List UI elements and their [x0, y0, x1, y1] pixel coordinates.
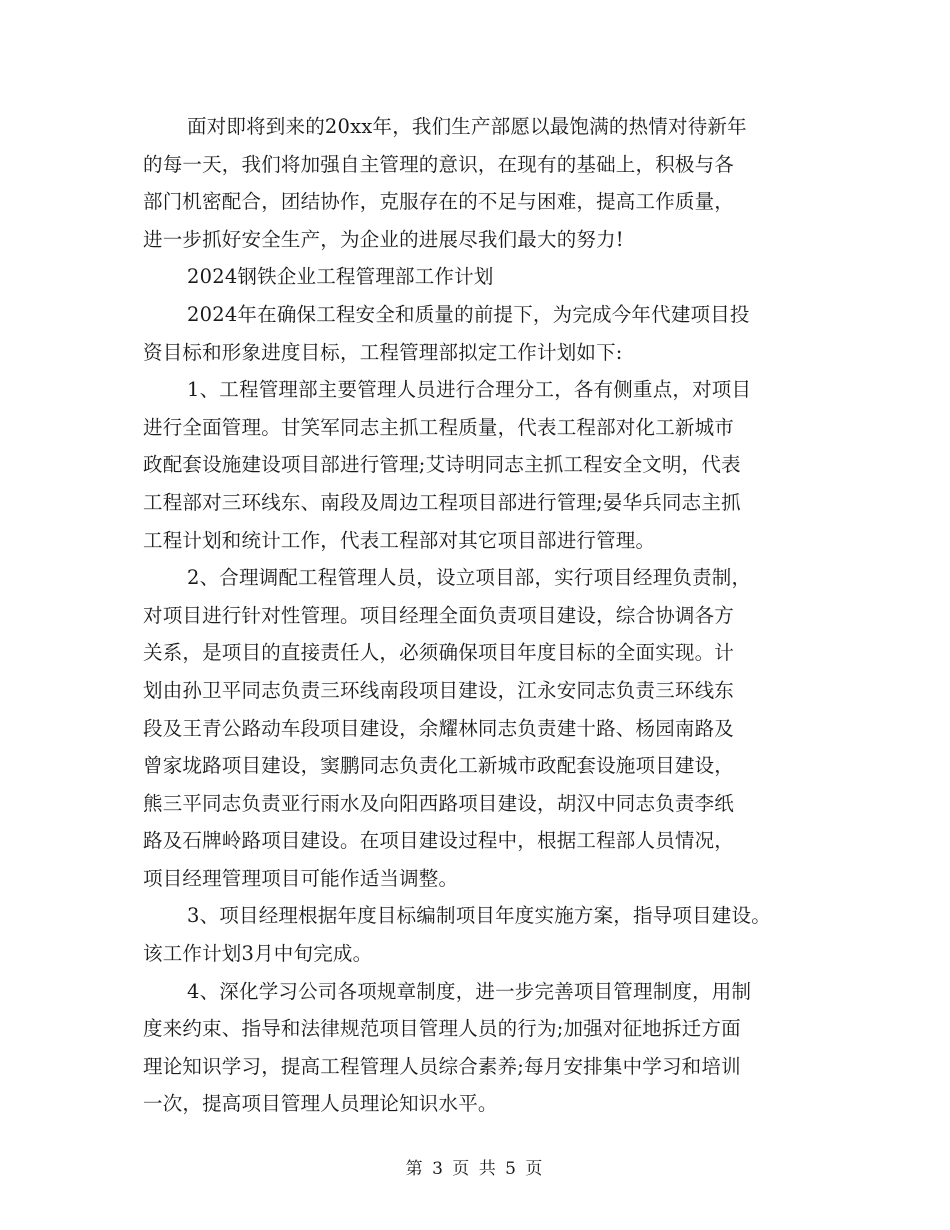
page-number: 第 3 页 共 5 页	[405, 1159, 545, 1179]
text-line: 段及王青公路动车段项目建设，余耀林同志负责建十路、杨园南路及	[143, 716, 735, 740]
text-line: 政配套设施建设项目部进行管理;艾诗明同志主抓工程安全文明，代表	[143, 453, 741, 477]
text-line: 对项目进行针对性管理。项目经理全面负责项目建设，综合协调各方	[143, 603, 735, 627]
text-line: 理论知识学习，提高工程管理人员综合素养;每月安排集中学习和培训	[143, 1054, 741, 1078]
text-line: 工程计划和统计工作，代表工程部对其它项目部进行管理。	[143, 528, 656, 552]
text-line: 资目标和形象进度目标，工程管理部拟定工作计划如下:	[143, 340, 623, 364]
text-line: 路及石牌岭路项目建设。在项目建设过程中，根据工程部人员情况，	[143, 829, 735, 853]
paragraph-closing	[143, 108, 823, 258]
text-line: 曾家垅路项目建设，窦鹏同志负责化工新城市政配套设施项目建设，	[143, 754, 735, 778]
text-line: 4、深化学习公司各项规章制度，进一步完善项目管理制度，用制	[187, 979, 752, 1003]
text-line: 部门机密配合，团结协作，克服存在的不足与困难，提高工作质量，	[143, 190, 735, 214]
text-line: 熊三平同志负责亚行雨水及向阳西路项目建设，胡汉中同志负责李纸	[143, 791, 735, 815]
text-line: 关系，是项目的直接责任人，必须确保项目年度目标的全面实现。计	[143, 641, 735, 665]
text-line: 2、合理调配工程管理人员，设立项目部，实行项目经理负责制，	[187, 566, 752, 590]
text-line: 度来约束、指导和法律规范项目管理人员的行为;加强对征地拆迁方面	[143, 1017, 741, 1041]
text-line: 面对即将到来的20xx年，我们生产部愿以最饱满的热情对待新年	[187, 115, 747, 138]
text-line: 一次，提高项目管理人员理论知识水平。	[143, 1092, 498, 1116]
text-line: 项目经理管理项目可能作适当调整。	[143, 866, 459, 890]
text-line: 1、工程管理部主要管理人员进行合理分工，各有侧重点，对项目	[187, 378, 752, 402]
section-title	[143, 258, 823, 296]
text-line: 进一步抓好安全生产，为企业的进展尽我们最大的努力!	[143, 227, 624, 251]
paragraph-item-3	[143, 897, 823, 972]
paragraph-intro	[143, 296, 823, 371]
paragraph-item-1	[143, 371, 823, 559]
text-line: 该工作计划3月中旬完成。	[143, 942, 373, 966]
text-line: 2024年在确保工程安全和质量的前提下，为完成今年代建项目投	[187, 302, 750, 326]
document-body	[143, 108, 823, 1123]
paragraph-item-2	[143, 559, 823, 897]
text-line: 工程部对三环线东、南段及周边工程项目部进行管理;晏华兵同志主抓	[143, 490, 741, 514]
text-line: 的每一天，我们将加强自主管理的意识，在现有的基础上，积极与各	[143, 152, 735, 176]
text-line: 进行全面管理。甘笑军同志主抓工程质量，代表工程部对化工新城市	[143, 415, 735, 439]
text-line: 3、项目经理根据年度目标编制项目年度实施方案，指导项目建设。	[187, 904, 771, 928]
paragraph-item-4	[143, 973, 823, 1123]
text-line: 划由孙卫平同志负责三环线南段项目建设，江永安同志负责三环线东	[143, 678, 735, 702]
text-line: 2024钢铁企业工程管理部工作计划	[187, 265, 494, 289]
